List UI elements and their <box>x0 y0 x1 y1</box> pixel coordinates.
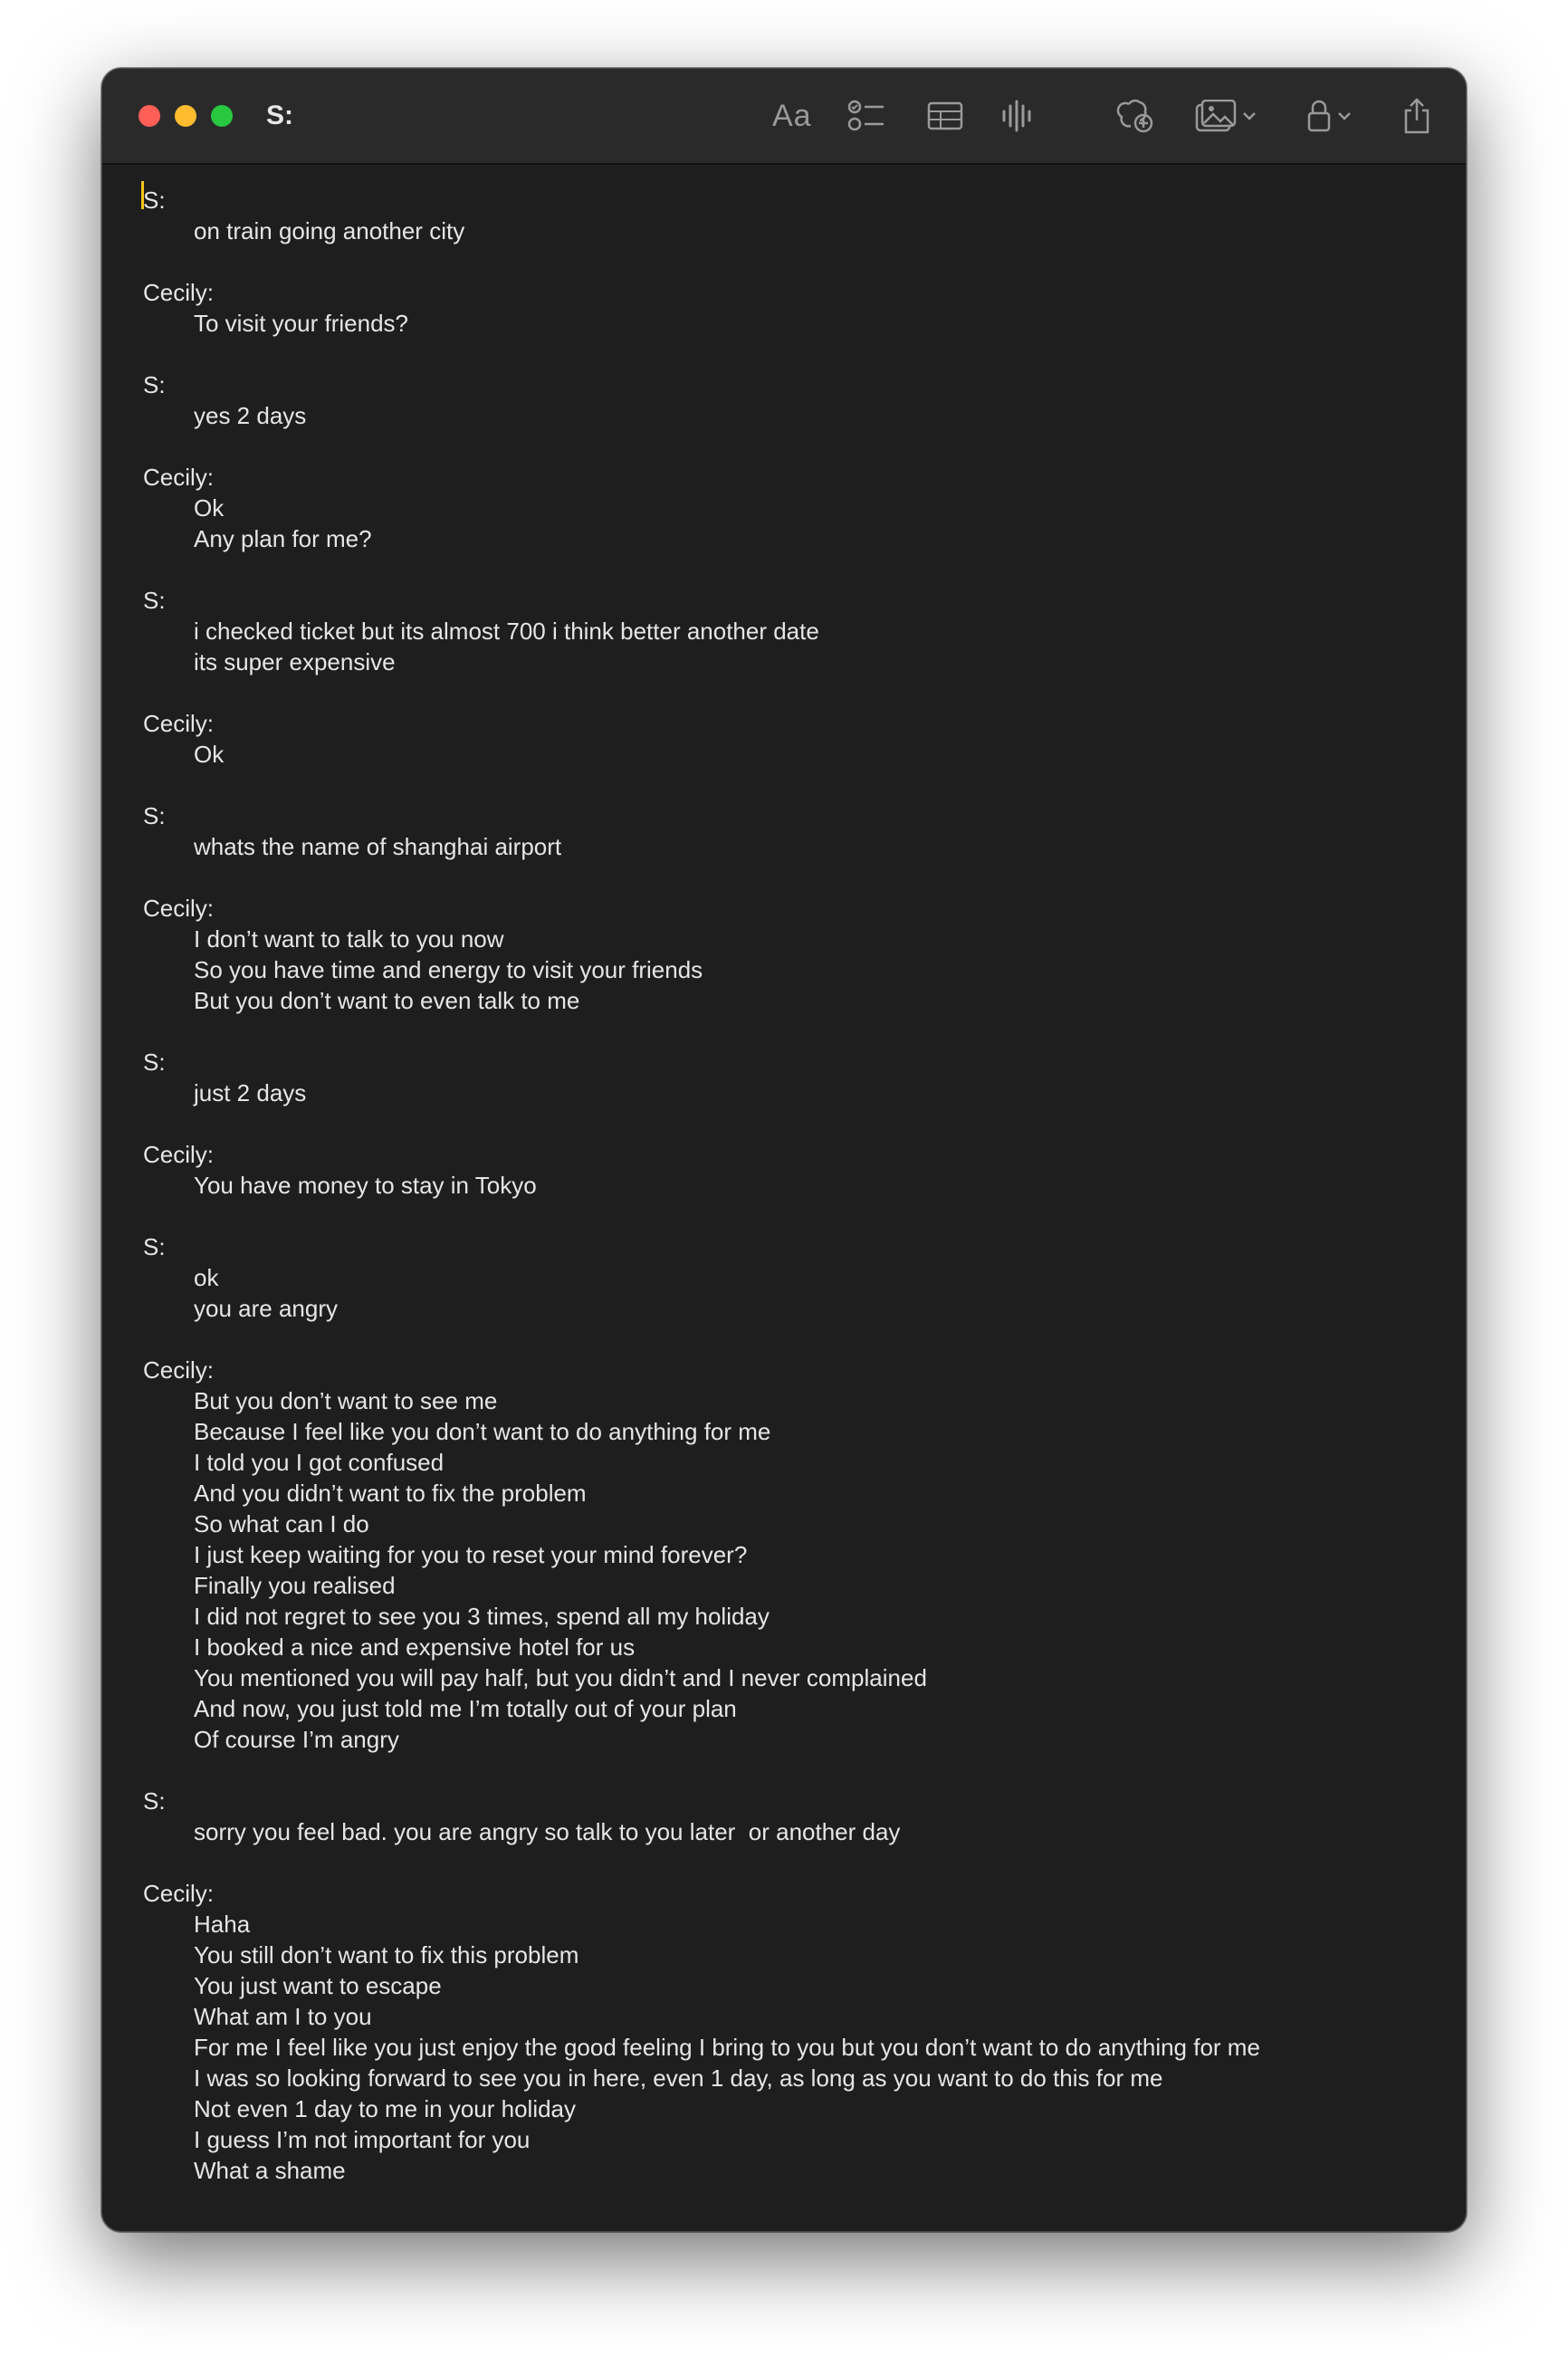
table-icon <box>927 101 963 130</box>
speaker-label: Cecily: <box>143 1141 215 1168</box>
minimize-window-button[interactable] <box>175 105 196 127</box>
media-icon <box>1195 100 1237 132</box>
audio-recording-button[interactable] <box>1001 94 1032 138</box>
collaborate-icon <box>1116 99 1154 133</box>
message-line: I did not regret to see you 3 times, spend all my holiday <box>194 1603 770 1630</box>
message-line: I was so looking forward to see you in here, even 1 day, as long as you want to do this for me <box>194 2064 1163 2092</box>
message-block <box>143 277 1466 339</box>
message-line: I booked a nice and expensive hotel for us <box>194 1633 636 1661</box>
speaker-label: S: <box>143 1787 166 1815</box>
checklist-button[interactable] <box>847 94 885 138</box>
chevron-down-icon <box>1337 110 1352 121</box>
message-line: i checked ticket but its almost 700 i think better another date <box>194 618 819 645</box>
message-line: For me I feel like you just enjoy the good feeling I bring to you but you don’t want to do anything for me <box>194 2034 1260 2061</box>
message-line: You have money to stay in Tokyo <box>194 1172 537 1199</box>
chevron-down-icon <box>1242 110 1257 121</box>
message-line: But you don’t want to see me <box>194 1387 498 1414</box>
message-line: And you didn’t want to fix the problem <box>194 1480 587 1507</box>
message-line: But you don’t want to even talk to me <box>194 987 580 1014</box>
message-line: Ok <box>194 741 225 768</box>
message-line: Haha <box>194 1911 251 1938</box>
message-line: You mentioned you will pay half, but you didn’t and I never complained <box>194 1664 927 1691</box>
window-title: S: <box>266 101 293 130</box>
message-line: Of course I’m angry <box>194 1726 399 1753</box>
speaker-label: Cecily: <box>143 1356 215 1384</box>
format-text-button[interactable] <box>772 94 812 138</box>
message-block <box>143 585 1466 677</box>
speaker-label: Cecily: <box>143 464 215 491</box>
message-line: I don’t want to talk to you now <box>194 925 504 953</box>
message-line: And now, you just told me I’m totally out of your plan <box>194 1695 737 1722</box>
message-line: What am I to you <box>194 2003 372 2030</box>
message-block <box>143 800 1466 862</box>
message-block <box>143 1231 1466 1324</box>
message-line: Ok <box>194 494 225 522</box>
message-block <box>143 1355 1466 1755</box>
message-line: What a shame <box>194 2157 346 2184</box>
message-line: I just keep waiting for you to reset your mind forever? <box>194 1541 748 1568</box>
lock-icon <box>1306 100 1332 132</box>
speaker-label: S: <box>143 587 166 614</box>
message-block <box>143 185 1466 246</box>
message-line: its super expensive <box>194 648 396 675</box>
speaker-label: S: <box>143 802 166 829</box>
close-window-button[interactable] <box>139 105 160 127</box>
speaker-label: Cecily: <box>143 1880 215 1907</box>
share-button[interactable] <box>1402 94 1431 138</box>
lock-menu-button[interactable] <box>1306 94 1352 138</box>
speaker-label: S: <box>143 1233 166 1260</box>
message-line: So what can I do <box>194 1510 369 1537</box>
message-line: You just want to escape <box>194 1972 442 1999</box>
message-line: I told you I got confused <box>194 1449 445 1476</box>
media-menu-button[interactable] <box>1195 94 1257 138</box>
message-block <box>143 708 1466 770</box>
collaborate-button[interactable] <box>1116 94 1154 138</box>
speaker-label: S: <box>143 187 166 214</box>
audio-waveform-icon <box>1001 100 1032 132</box>
title-bar <box>102 69 1466 165</box>
message-line: Finally you realised <box>194 1572 396 1599</box>
speaker-label: Cecily: <box>143 710 215 737</box>
note-body[interactable] <box>102 165 1466 2231</box>
speaker-label: Cecily: <box>143 895 215 922</box>
speaker-label: Cecily: <box>143 279 215 306</box>
message-line: sorry you feel bad. you are angry so talk to you later or another day <box>194 1818 901 1845</box>
share-icon <box>1402 98 1431 134</box>
message-block <box>143 893 1466 1016</box>
message-line: To visit your friends? <box>194 310 408 337</box>
table-button[interactable] <box>927 94 963 138</box>
message-line: yes 2 days <box>194 402 307 429</box>
message-line: You still don’t want to fix this problem <box>194 1941 579 1968</box>
checklist-icon <box>847 100 885 132</box>
notes-window <box>101 68 1467 2232</box>
message-line: Because I feel like you don’t want to do anything for me <box>194 1418 771 1445</box>
message-block <box>143 462 1466 554</box>
message-block <box>143 1878 1466 2186</box>
message-line: So you have time and energy to visit your friends <box>194 956 703 983</box>
message-line: Any plan for me? <box>194 525 372 552</box>
message-line: you are angry <box>194 1295 338 1322</box>
fullscreen-window-button[interactable] <box>211 105 233 127</box>
message-line: just 2 days <box>194 1079 307 1106</box>
format-text-label: Aa <box>772 98 812 133</box>
message-block <box>143 369 1466 431</box>
message-line: on train going another city <box>194 217 465 244</box>
message-line: whats the name of shanghai airport <box>194 833 562 860</box>
message-line: I guess I’m not important for you <box>194 2126 531 2153</box>
speaker-label: S: <box>143 371 166 398</box>
message-block <box>143 1786 1466 1847</box>
speaker-label: S: <box>143 1049 166 1076</box>
message-line: Not even 1 day to me in your holiday <box>194 2095 577 2122</box>
message-line: ok <box>194 1264 219 1291</box>
message-block <box>143 1047 1466 1108</box>
message-block <box>143 1139 1466 1201</box>
